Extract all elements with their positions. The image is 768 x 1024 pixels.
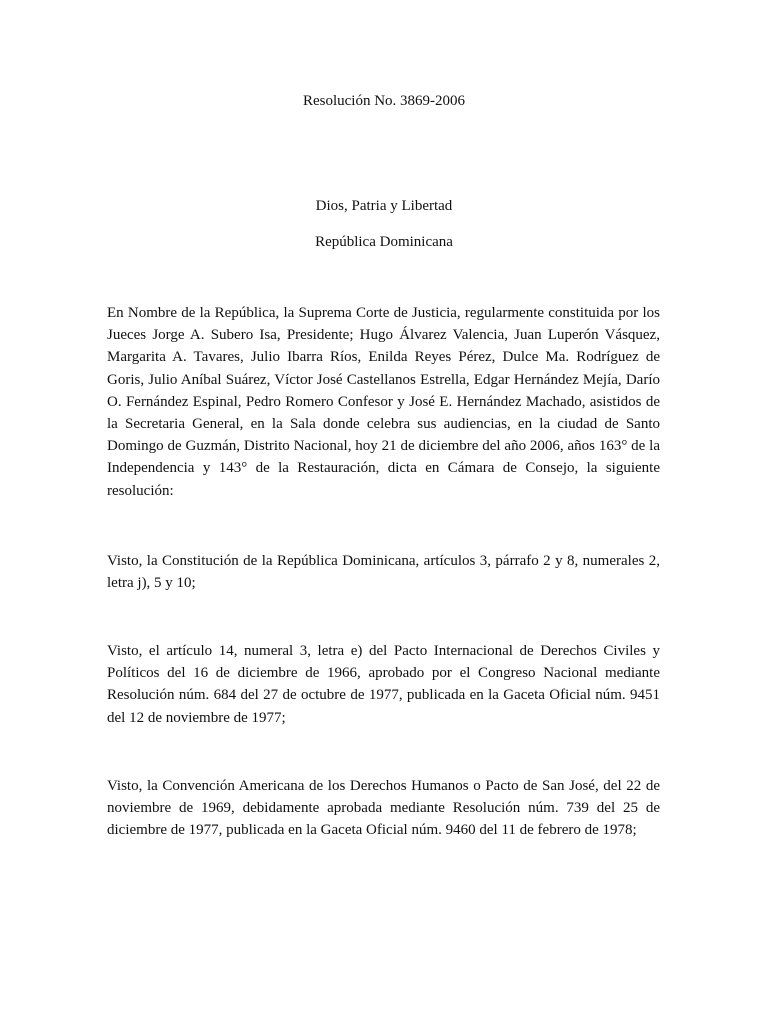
- pacto-internacional-paragraph: Visto, el artículo 14, numeral 3, letra e) del Pacto Internacional de Derechos Civiles y Políticos del 16 de diciembre de 1966, aprobado por el Congreso Nacional mediante Resolución núm. 684 del 27 de octubre de 1977, publicada en la Gaceta Oficial núm. 9451 del 12 de noviembre de 1977;: [107, 643, 660, 726]
- constitution-paragraph: Visto, la Constitución de la República Dominicana, artículos 3, párrafo 2 y 8, numerales 2, letra j), 5 y 10;: [107, 553, 660, 592]
- motto-heading: Dios, Patria y Libertad: [315, 198, 453, 214]
- convencion-americana-paragraph: Visto, la Convención Americana de los Derechos Humanos o Pacto de San José, del 22 de noviembre de 1969, debidamente aprobada mediante Resolución núm. 739 del 25 de diciembre de 1977, publicada en la Gaceta Oficial núm. 9460 del 11 de febrero de 1978;: [107, 778, 660, 839]
- resolution-number-heading: Resolución No. 3869-2006: [302, 93, 466, 109]
- country-heading: República Dominicana: [315, 234, 453, 250]
- preamble-paragraph: En Nombre de la República, la Suprema Corte de Justicia, regularmente constituida por los Jueces Jorge A. Subero Isa, Presidente; Hugo Álvarez Valencia, Juan Luperón Vásquez, Margarita A. Tavares, Julio Ibarra Ríos, Enilda Reyes Pérez, Dulce Ma. Rodríguez de Goris, Julio Aníbal Suárez, Víctor José Castellanos Estrella, Edgar Hernández Mejía, Darío O. Fernández Espinal, Pedro Romero Confesor y José E. Hernández Machado, asistidos de la Secretaria General, en la Sala donde celebra sus audiencias, en la ciudad de Santo Domingo de Guzmán, Distrito Nacional, hoy 21 de diciembre del año 2006, años 163° de la Independencia y 143° de la Restauración, dicta en Cámara de Consejo, la siguiente resolución:: [107, 305, 660, 499]
